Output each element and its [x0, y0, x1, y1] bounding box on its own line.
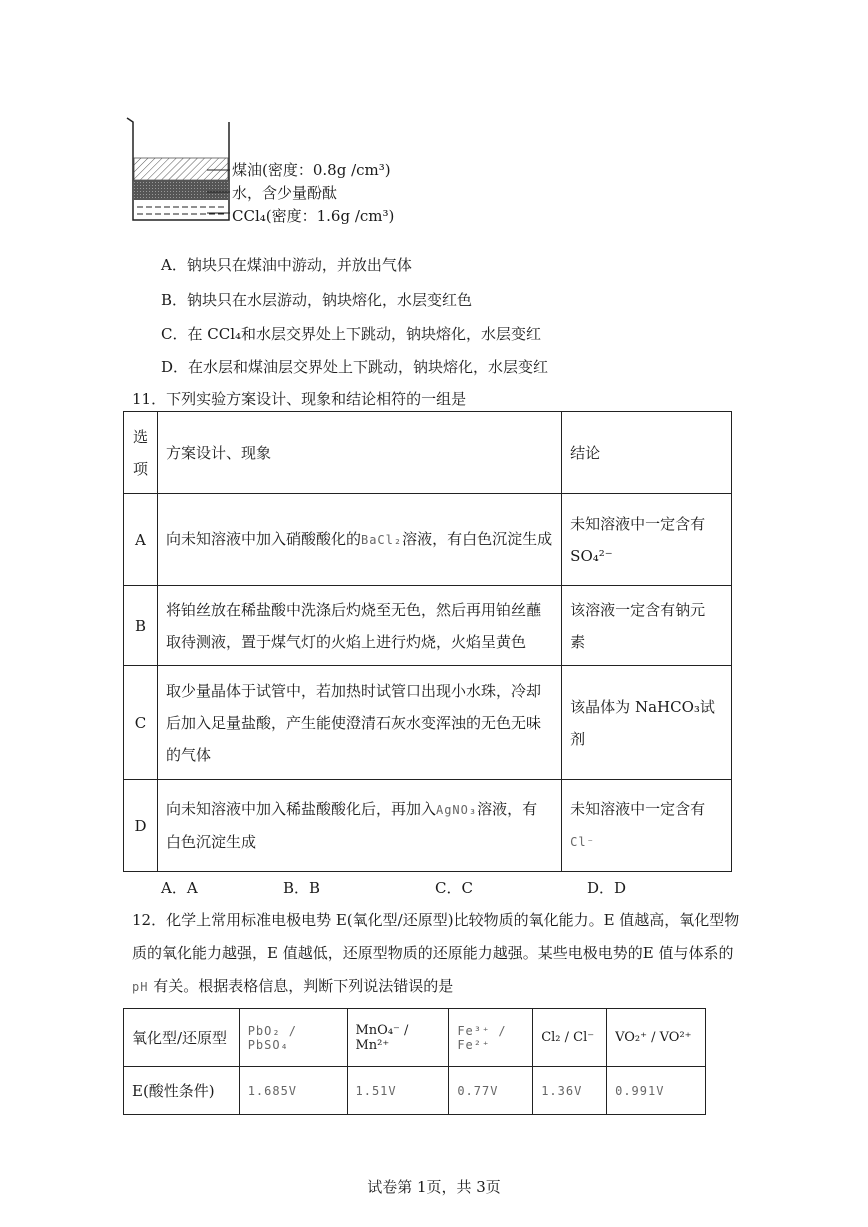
q11-answer-b: B．B: [283, 879, 321, 897]
formula: Cl⁻: [570, 835, 595, 849]
value-cell: 0.77V: [449, 1067, 533, 1115]
formula: SO₄²⁻: [570, 546, 613, 565]
row-option: A: [124, 494, 158, 586]
water-label: 水，含少量酚酞: [232, 184, 338, 202]
formula: BaCl₂: [360, 533, 403, 547]
couple-cell: Cl₂ / Cl⁻: [533, 1009, 607, 1067]
formula: AgNO₃: [435, 803, 478, 817]
row-conclusion: 未知溶液中一定含有 SO₄²⁻: [562, 494, 732, 586]
page-footer: 试卷第 1页，共 3页: [367, 1178, 501, 1196]
row-option: D: [124, 780, 158, 872]
couple-cell: Fe³⁺ / Fe²⁺: [449, 1009, 533, 1067]
water-layer: [134, 180, 228, 200]
row-option: B: [124, 586, 158, 666]
q11-answer-c: C．C: [435, 879, 473, 897]
couple-cell: MnO₄⁻ / Mn²⁺: [347, 1009, 449, 1067]
header-conclusion: 结论: [562, 412, 732, 494]
beaker-figure: [125, 110, 425, 230]
value-cell: 1.685V: [239, 1067, 347, 1115]
row-design: 向未知溶液中加入稀盐酸酸化后，再加入AgNO₃溶液，有 白色沉淀生成: [157, 780, 561, 872]
table-row: [124, 494, 732, 586]
table-row: [124, 1067, 706, 1115]
q11-answer-a: A．A: [161, 879, 198, 897]
q11-table: [123, 411, 732, 872]
q12-stem: 12．化学上常用标准电极电势 E(氧化型/还原型)比较物质的氧化能力。E 值越高，氧化型物 质的氧化能力越强，E 值越低，还原型物质的还原能力越强。某些电极电势的E 值与体系的 pH 有关。根据表格信息，判断下列说法错误的是: [132, 911, 740, 995]
q12-table: [123, 1008, 706, 1115]
header-design: 方案设计、现象: [157, 412, 561, 494]
table-row: [124, 780, 732, 872]
header-label: 氧化型/还原型: [124, 1009, 240, 1067]
q11-stem: 11．下列实验方案设计、现象和结论相符的一组是: [132, 390, 467, 408]
couple-cell: PbO₂ / PbSO₄: [239, 1009, 347, 1067]
value-cell: 1.36V: [533, 1067, 607, 1115]
kerosene-label: 煤油(密度：0.8g /cm³): [232, 161, 391, 179]
q10-option-a: A．钠块只在煤油中游动，并放出气体: [161, 256, 412, 274]
row-label: E(酸性条件): [124, 1067, 240, 1115]
q11-answer-d: D．D: [587, 879, 627, 897]
value-cell: 1.51V: [347, 1067, 449, 1115]
table-row: [124, 666, 732, 780]
row-conclusion: 未知溶液中一定含有 Cl⁻: [562, 780, 732, 872]
value-cell: 0.991V: [607, 1067, 706, 1115]
row-conclusion: 该溶液一定含有钠元 素: [562, 586, 732, 666]
row-conclusion: 该晶体为 NaHCO₃试剂: [562, 666, 732, 780]
q10-option-b: B．钠块只在水层游动，钠块熔化，水层变红色: [161, 291, 473, 309]
table-header-row: [124, 1009, 706, 1067]
row-design: 向未知溶液中加入硝酸酸化的BaCl₂溶液，有白色沉淀生成: [157, 494, 561, 586]
table-row: [124, 586, 732, 666]
row-design: 将铂丝放在稀盐酸中洗涤后灼烧至无色，然后再用铂丝蘸 取待测液，置于煤气灯的火焰上进行灼烧，火焰呈黄色: [157, 586, 561, 666]
ccl4-label: CCl₄(密度：1.6g /cm³): [232, 207, 395, 225]
table-header-row: [124, 412, 732, 494]
q10-option-c: C．在 CCl₄和水层交界处上下跳动，钠块熔化，水层变红: [161, 325, 542, 343]
couple-cell: VO₂⁺ / VO²⁺: [607, 1009, 706, 1067]
row-option: C: [124, 666, 158, 780]
kerosene-layer: [134, 158, 228, 180]
q10-option-d: D．在水层和煤油层交界处上下跳动，钠块熔化，水层变红: [161, 358, 549, 376]
row-design: 取少量晶体于试管中，若加热时试管口出现小水珠，冷却 后加入足量盐酸，产生能使澄清石灰水变浑浊的无色无味 的气体: [157, 666, 561, 780]
header-option: 选 项: [132, 427, 148, 478]
